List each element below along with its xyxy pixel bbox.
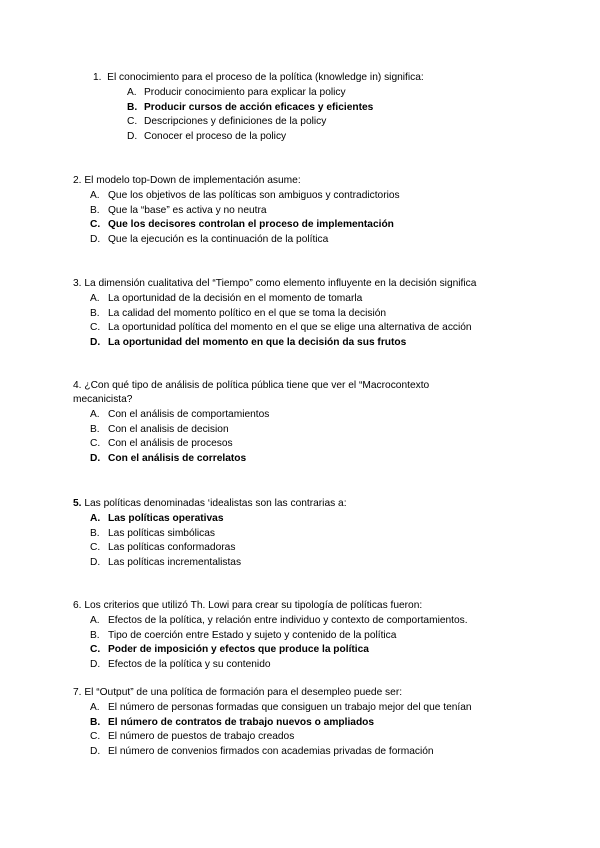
option-list xyxy=(73,512,535,570)
option-d: D. El número de convenios firmados con academias privadas de formación xyxy=(90,745,434,757)
option-d: D. Efectos de la política y su contenido xyxy=(90,658,271,670)
option-c: C. El número de puestos de trabajo creados xyxy=(90,731,295,742)
option-list xyxy=(73,408,535,466)
question-text: Las políticas denominadas ‘idealistas son las contrarias a: xyxy=(84,498,347,509)
question-stem xyxy=(73,686,535,700)
option-a: A. Con el análisis de comportamientos xyxy=(90,409,270,420)
question-6 xyxy=(73,599,535,672)
question-stem xyxy=(73,174,535,188)
question-1 xyxy=(73,71,535,144)
option-list xyxy=(73,614,535,672)
option-c: C. Descripciones y definiciones de la policy xyxy=(127,116,327,127)
option-c: C. La oportunidad política del momento en el que se elige una alternativa de acción xyxy=(90,322,472,333)
question-number: 6. xyxy=(73,600,82,611)
question-text: Los criterios que utilizó Th. Lowi para crear su tipología de políticas fueron: xyxy=(84,600,423,611)
option-list xyxy=(73,701,535,759)
option-list xyxy=(73,86,535,144)
option-d: D. Las políticas incrementalistas xyxy=(90,556,242,568)
question-text: El modelo top-Down de implementación asume: xyxy=(84,175,301,186)
option-b: B. Las políticas simbólicas xyxy=(90,527,216,539)
option-a: A. Producir conocimiento para explicar la policy xyxy=(127,87,346,98)
option-a: A. La oportunidad de la decisión en el momento de tomarla xyxy=(90,293,363,304)
question-3 xyxy=(73,277,535,350)
question-text: ¿Con qué tipo de análisis de política pública tiene que ver el “Macrocontexto mecanicista? xyxy=(73,380,430,405)
question-stem xyxy=(73,71,535,85)
option-b-correct: B. Producir cursos de acción eficaces y eficientes xyxy=(127,101,374,113)
option-b: B. Tipo de coerción entre Estado y sujeto y contenido de la política xyxy=(90,629,397,641)
question-7 xyxy=(73,686,535,759)
option-a: A. El número de personas formadas que consiguen un trabajo mejor del que tenían xyxy=(90,702,472,713)
question-2 xyxy=(73,174,535,247)
option-d: D. Que la ejecución es la continuación de la política xyxy=(90,233,329,245)
option-a-correct: A. Las políticas operativas xyxy=(90,513,224,524)
question-stem xyxy=(73,379,458,407)
option-list xyxy=(73,189,535,247)
question-number: 4. xyxy=(73,380,82,391)
option-b: B. Que la “base” es activa y no neutra xyxy=(90,204,267,216)
question-text: El conocimiento para el proceso de la política (knowledge in) significa: xyxy=(107,72,424,83)
question-4 xyxy=(73,379,535,466)
question-5 xyxy=(73,497,535,570)
question-text: El “Output” de una política de formación para el desempleo puede ser: xyxy=(84,687,403,698)
question-text: La dimensión cualitativa del “Tiempo” como elemento influyente en la decisión significa xyxy=(84,278,477,289)
question-stem xyxy=(73,277,535,291)
question-number: 7. xyxy=(73,687,82,698)
option-d: D. Conocer el proceso de la policy xyxy=(127,130,287,142)
option-a: A. Efectos de la política, y relación entre individuo y contexto de comportamientos. xyxy=(90,615,468,626)
question-number: 5. xyxy=(73,498,82,509)
option-b: B. Con el analisis de decision xyxy=(90,423,229,435)
option-b: B. La calidad del momento político en el que se toma la decisión xyxy=(90,307,387,319)
option-d-correct: D. Con el análisis de correlatos xyxy=(90,452,247,464)
question-stem xyxy=(73,599,535,613)
question-number: 2. xyxy=(73,175,82,186)
option-c-correct: C. Poder de imposición y efectos que produce la política xyxy=(90,644,369,655)
option-d-correct: D. La oportunidad del momento en que la decisión da sus frutos xyxy=(90,336,407,348)
option-c: C. Con el análisis de procesos xyxy=(90,438,233,449)
option-b-correct: B. El número de contratos de trabajo nuevos o ampliados xyxy=(90,716,375,728)
question-number: 3. xyxy=(73,278,82,289)
option-c: C. Las políticas conformadoras xyxy=(90,542,236,553)
question-stem xyxy=(73,497,535,511)
option-list xyxy=(73,292,535,350)
question-number: 1. xyxy=(93,72,102,83)
option-a: A. Que los objetivos de las políticas son ambiguos y contradictorios xyxy=(90,190,400,201)
option-c-correct: C. Que los decisores controlan el proceso de implementación xyxy=(90,219,394,230)
